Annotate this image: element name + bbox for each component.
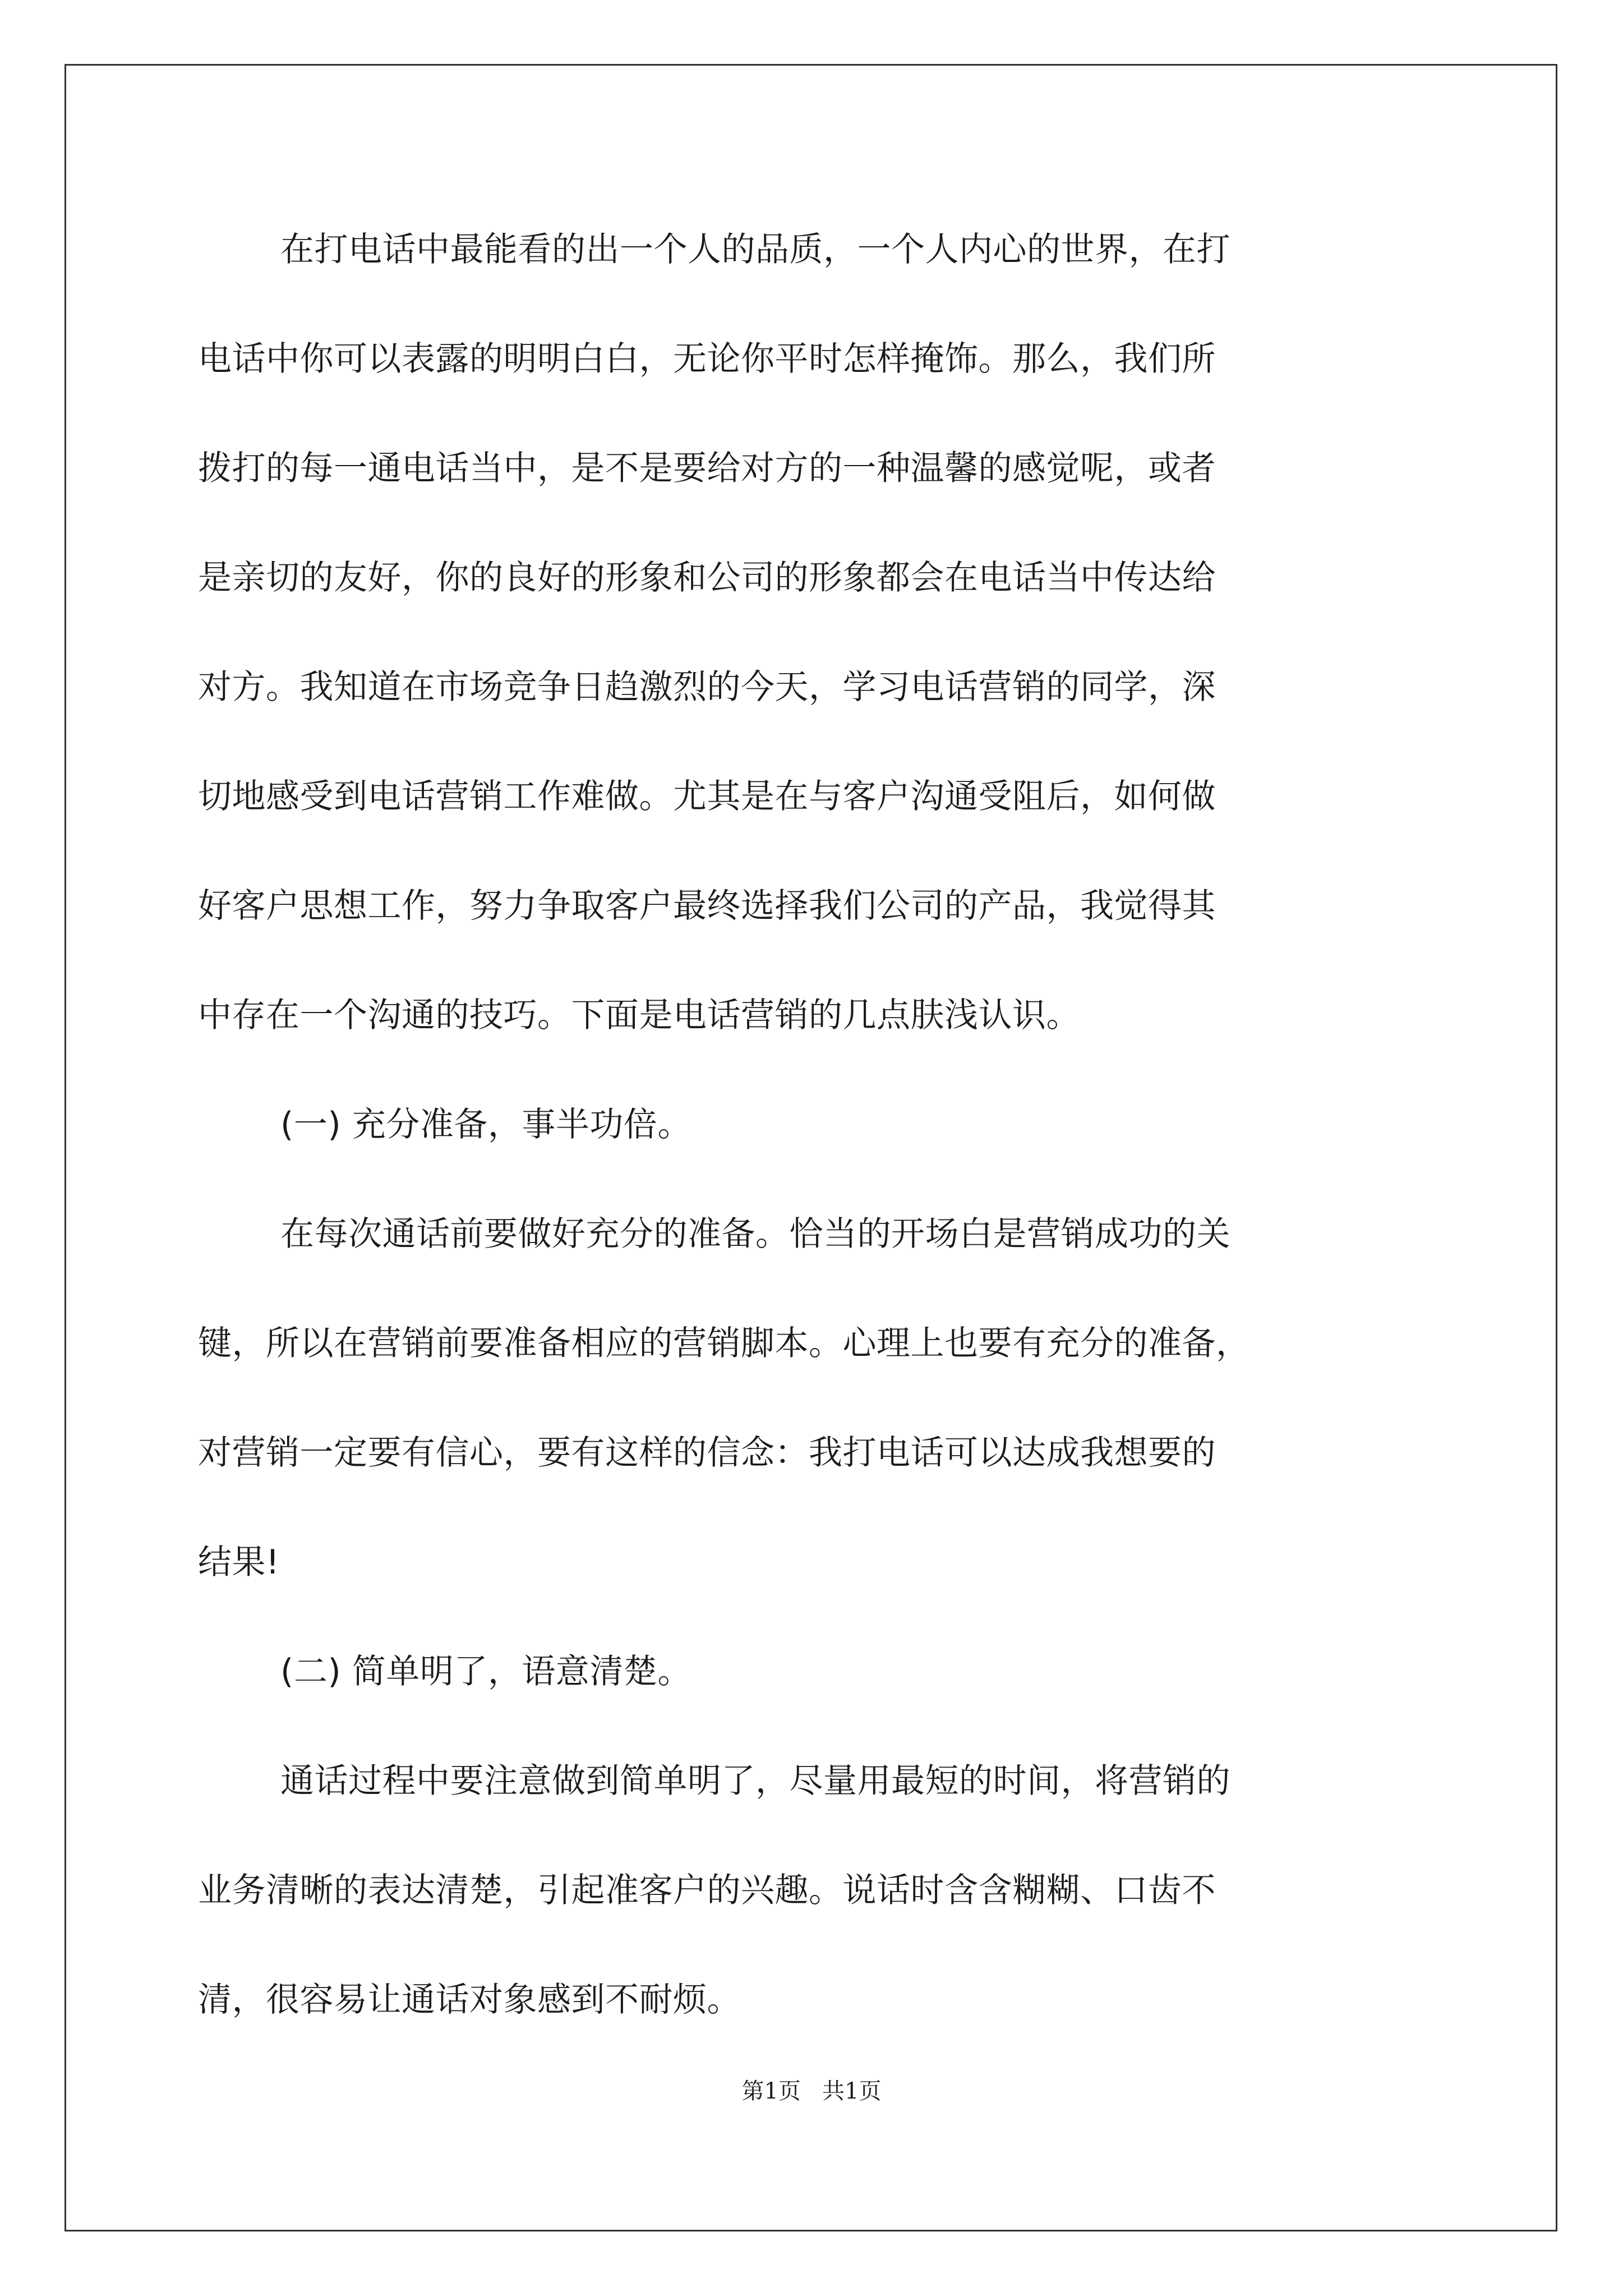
section-heading: (二) 简单明了，语意清楚。 <box>280 1652 691 1691</box>
paragraph-line: 切地感受到电话营销工作难做。尤其是在与客户沟通受阻后，如何做 <box>198 777 1216 816</box>
page-number-footer: 第1页 共1页 <box>741 2078 882 2104</box>
paragraph-line: 中存在一个沟通的技巧。下面是电话营销的几点肤浅认识。 <box>198 996 1080 1035</box>
paragraph-line: 业务清晰的表达清楚，引起准客户的兴趣。说话时含含糊糊、口齿不 <box>198 1871 1216 1910</box>
paragraph-line: 清，很容易让通话对象感到不耐烦。 <box>198 1980 741 2019</box>
paragraph-line: 在打电话中最能看的出一个人的品质，一个人内心的世界，在打 <box>280 230 1230 269</box>
paragraph-line: 在每次通话前要做好充分的准备。恰当的开场白是营销成功的关 <box>280 1214 1230 1254</box>
paragraph-line: 好客户思想工作，努力争取客户最终选择我们公司的产品，我觉得其 <box>198 886 1216 926</box>
paragraph-line: 拨打的每一通电话当中，是不是要给对方的一种温馨的感觉呢，或者 <box>198 449 1216 488</box>
paragraph-line: 对方。我知道在市场竞争日趋激烈的今天，学习电话营销的同学，深 <box>198 668 1216 707</box>
paragraph-line: 键，所以在营销前要准备相应的营销脚本。心理上也要有充分的准备， <box>198 1324 1250 1363</box>
paragraph-line: 通话过程中要注意做到简单明了，尽量用最短的时间，将营销的 <box>280 1761 1230 1801</box>
section-heading: (一) 充分准备，事半功倍。 <box>280 1105 691 1144</box>
paragraph-line: 结果! <box>198 1543 280 1582</box>
paragraph-line: 电话中你可以表露的明明白白，无论你平时怎样掩饰。那么，我们所 <box>198 339 1216 379</box>
paragraph-line: 是亲切的友好，你的良好的形象和公司的形象都会在电话当中传达给 <box>198 558 1216 597</box>
paragraph-line: 对营销一定要有信心，要有这样的信念：我打电话可以达成我想要的 <box>198 1433 1216 1473</box>
